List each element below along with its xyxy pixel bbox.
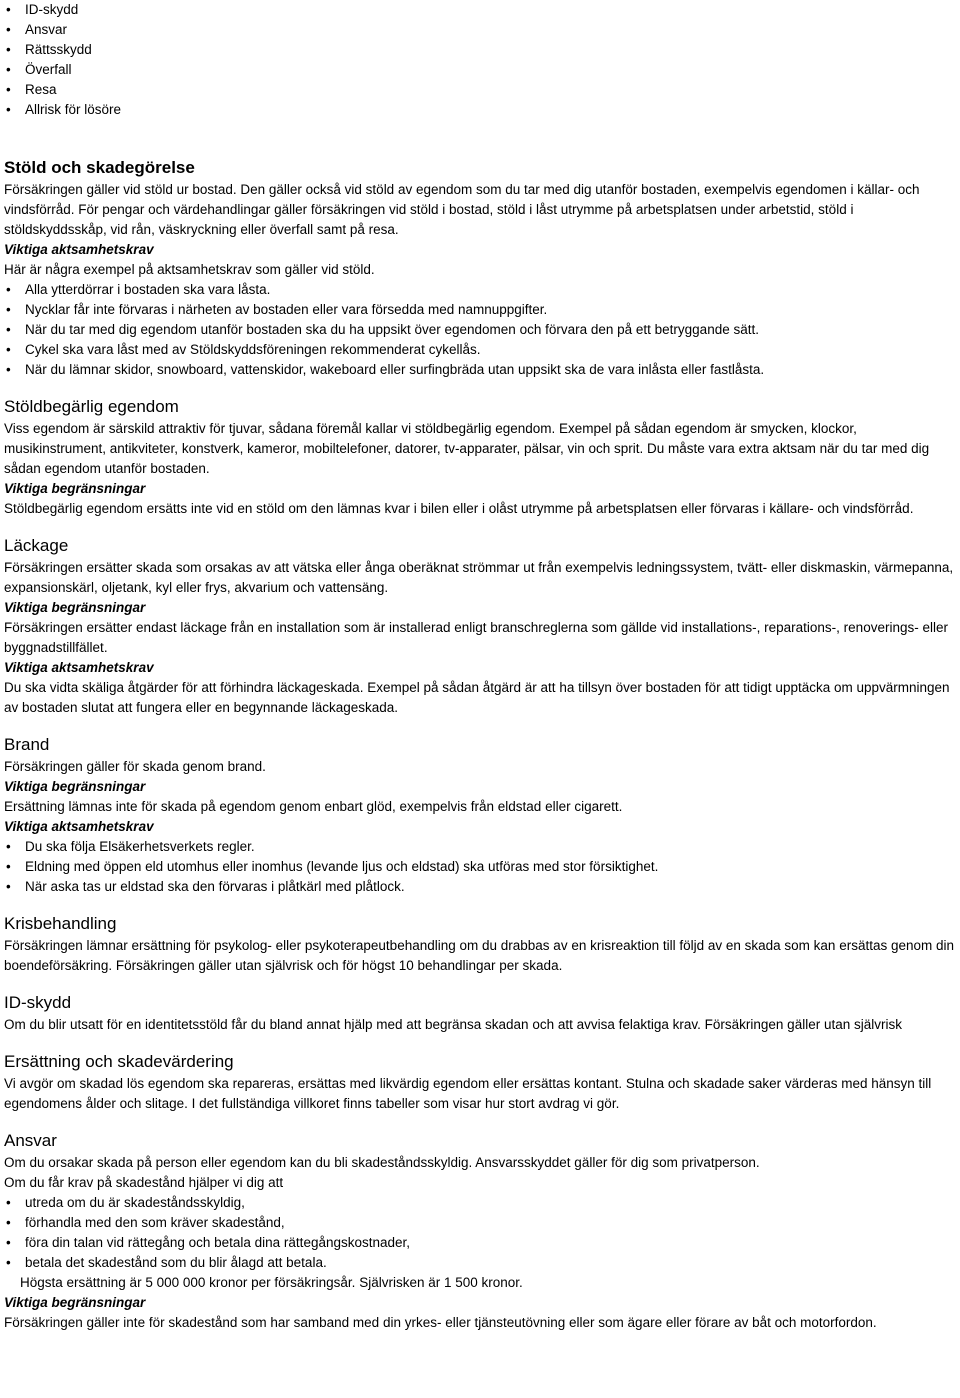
paragraph: Försäkringen ersätter skada som orsakas av att vätska eller ånga oberäknat strömmar ut från exempelvis ledningssystem, tvätt- eller diskmaskin, värmepanna, expansionskärl, oljetank, kyl eller frys, akvarium och vattensäng. (4, 560, 954, 595)
section-heading: Krisbehandling (4, 914, 117, 933)
section-heading: Ansvar (4, 1131, 57, 1150)
subheading: Viktiga aktsamhetskrav (4, 819, 154, 834)
section-heading: Ersättning och skadevärdering (4, 1052, 234, 1071)
paragraph: Om du blir utsatt för en identitetsstöld får du bland annat hjälp med att begränsa skadan och att avvisa felaktiga krav. Försäkringen gäller utan självrisk (4, 1017, 902, 1032)
list-item: • Allrisk för lösöre (4, 100, 956, 120)
section-ersattning (4, 1050, 956, 1114)
paragraph: Stöldbegärlig egendom ersätts inte vid en stöld om den lämnas kvar i bilen eller i olåst utrymme på arbetsplatsen eller förvaras i källare- och vindsförråd. (4, 501, 914, 516)
section-heading: Stöldbegärlig egendom (4, 397, 179, 416)
paragraph: Försäkringen gäller vid stöld ur bostad. Den gäller också vid stöld av egendom som du tar med dig utanför bostaden, exempelvis egendomen i källar- och vindsförråd. För pengar och värdehandlingar gäller försäkringen vid stöld i bostad, stöld i låst utrymme på arbetsplatsen under arbetstid, stöld i stöldskyddsskåp, vid rån, väskryckning eller överfall samt på resa. (4, 182, 920, 237)
list-item: • förhandla med den som kräver skadestånd, (4, 1213, 956, 1233)
subheading: Viktiga aktsamhetskrav (4, 242, 154, 257)
bullet-list (4, 837, 956, 897)
paragraph: Om du får krav på skadestånd hjälper vi dig att (4, 1175, 284, 1190)
list-item: • föra din talan vid rättegång och betala dina rättegångskostnader, (4, 1233, 956, 1253)
section-stold (4, 156, 956, 380)
subheading: Viktiga begränsningar (4, 1295, 146, 1310)
paragraph: Försäkringen lämnar ersättning för psykolog- eller psykoterapeutbehandling om du drabbas av en krisreaktion till följd av en skada som kan ersättas genom din boendeförsäkring. Försäkringen gäller utan självrisk och för högst 10 behandlingar per skada. (4, 938, 955, 973)
list-item: • betala det skadestånd som du blir ålagd att betala. (4, 1253, 956, 1273)
section-ansvar (4, 1129, 956, 1333)
paragraph: Försäkringen gäller för skada genom brand. (4, 759, 266, 774)
paragraph: Här är några exempel på aktsamhetskrav som gäller vid stöld. (4, 262, 375, 277)
list-item: • Överfall (4, 60, 956, 80)
coverage-list (4, 0, 956, 120)
list-item: • Eldning med öppen eld utomhus eller inomhus (levande ljus och eldstad) ska utföras med stor försiktighet. (4, 857, 956, 877)
paragraph: Viss egendom är särskild attraktiv för tjuvar, sådana föremål kallar vi stöldbegärlig egendom. Exempel på sådan egendom är smycken, klockor, musikinstrument, antikviteter, konstverk, kameror, mobiltelefoner, datorer, tv-apparater, pälsar, vin och sprit. Du måste vara extra aktsam när du tar med dig sådan egendom utanför bostaden. (4, 421, 930, 476)
subheading: Viktiga begränsningar (4, 481, 146, 496)
paragraph: Försäkringen gäller inte för skadestånd som har samband med din yrkes- eller tjänsteutövning eller som ägare eller förare av båt och motorfordon. (4, 1315, 877, 1330)
paragraph: Försäkringen ersätter endast läckage från en installation som är installerad enligt branschreglerna som gällde vid installations-, reparations-, renoverings- eller byggnadstillfället. (4, 620, 948, 655)
paragraph: Ersättning lämnas inte för skada på egendom genom enbart glöd, exempelvis från eldstad eller cigarett. (4, 799, 623, 814)
section-krisbehandling (4, 912, 956, 976)
paragraph: Vi avgör om skadad lös egendom ska repareras, ersättas med likvärdig egendom eller ersättas kontant. Stulna och skadade saker värderas med hänsyn till egendomens ålder och slitage. I det fullständiga villkoret finns tabeller som visar hur stort avdrag vi gör. (4, 1076, 932, 1111)
subheading: Viktiga begränsningar (4, 600, 146, 615)
list-item: • När aska tas ur eldstad ska den förvaras i plåtkärl med plåtlock. (4, 877, 956, 897)
list-item: • Alla ytterdörrar i bostaden ska vara låsta. (4, 280, 956, 300)
paragraph: Om du orsakar skada på person eller egendom kan du bli skadeståndsskyldig. Ansvarsskyddet gäller för dig som privatperson. (4, 1155, 760, 1170)
list-item: • Nycklar får inte förvaras i närheten av bostaden eller vara försedda med namnuppgifter. (4, 300, 956, 320)
section-stoldbegarlig (4, 395, 956, 519)
list-item: • När du tar med dig egendom utanför bostaden ska du ha uppsikt över egendomen och förvara den på ett betryggande sätt. (4, 320, 956, 340)
list-item: • När du lämnar skidor, snowboard, vattenskidor, wakeboard eller surfingbräda utan uppsikt ska de vara inlåsta eller fastlåsta. (4, 360, 956, 380)
subheading: Viktiga aktsamhetskrav (4, 660, 154, 675)
list-item: • Ansvar (4, 20, 956, 40)
subheading: Viktiga begränsningar (4, 779, 146, 794)
list-item: • utreda om du är skadeståndsskyldig, (4, 1193, 956, 1213)
list-item: • ID-skydd (4, 0, 956, 20)
bullet-list (4, 1193, 956, 1273)
bullet-list (4, 280, 956, 380)
list-item: • Resa (4, 80, 956, 100)
section-heading: Brand (4, 735, 50, 754)
list-item: • Du ska följa Elsäkerhetsverkets regler. (4, 837, 956, 857)
section-heading: Läckage (4, 536, 69, 555)
section-idskydd (4, 991, 956, 1035)
paragraph: Du ska vidta skäliga åtgärder för att förhindra läckageskada. Exempel på sådan åtgärd är att ha tillsyn över bostaden för att tidigt upptäcka om uppvärmningen av bostaden slutat att fungera eller en begynnande läckageskada. (4, 680, 950, 715)
section-heading: Stöld och skadegörelse (4, 158, 195, 177)
paragraph: Högsta ersättning är 5 000 000 kronor per försäkringsår. Självrisken är 1 500 kronor. (20, 1275, 523, 1290)
section-lackage (4, 534, 956, 718)
list-item: • Rättsskydd (4, 40, 956, 60)
section-brand (4, 733, 956, 897)
section-heading: ID-skydd (4, 993, 72, 1012)
list-item: • Cykel ska vara låst med av Stöldskyddsföreningen rekommenderat cykellås. (4, 340, 956, 360)
